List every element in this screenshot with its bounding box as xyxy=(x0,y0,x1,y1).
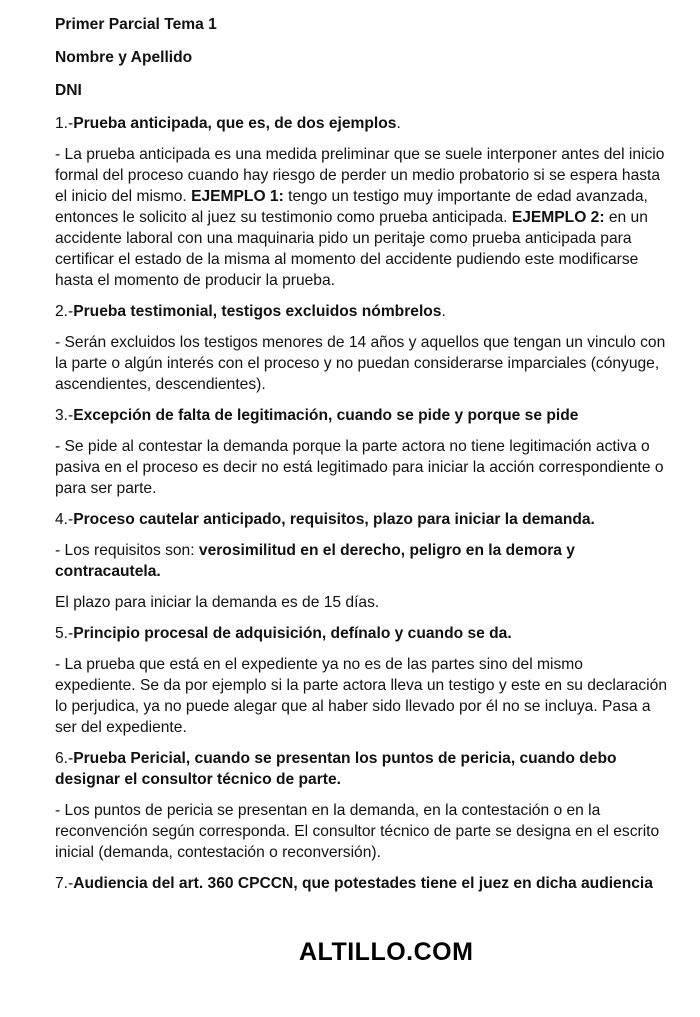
question-text: Proceso cautelar anticipado, requisitos, plazo para iniciar la demanda. xyxy=(73,511,595,528)
altillo-watermark: ALTILLO.COM xyxy=(299,938,474,966)
example-2-label: EJEMPLO 2: xyxy=(511,209,605,226)
question-number: 7.- xyxy=(55,875,74,892)
question-5 xyxy=(55,623,667,644)
question-text: Principio procesal de adquisición, defínalo y cuando se da. xyxy=(73,625,512,642)
question-7 xyxy=(55,873,667,894)
answer-text: tengo un testigo muy importante de edad avanzada, entonces le solicito al juez su testimonio como prueba anticipada. xyxy=(55,188,648,226)
requirements-list: verosimilitud en el derecho, peligro en la demora y contracautela. xyxy=(55,542,575,580)
question-number: 6.- xyxy=(55,750,74,767)
question-1 xyxy=(55,113,667,134)
question-2 xyxy=(55,301,667,322)
question-text: Prueba testimonial, testigos excluidos nómbrelos xyxy=(73,303,442,320)
question-6 xyxy=(55,748,667,790)
answer-5: - La prueba que está en el expediente ya no es de las partes sino del mismo expediente. Se da por ejemplo si la parte actora lleva un testigo y este en su declaración lo perjudica, ya no puede alegar que al haber sido llevado por él no se incluya. Pasa a ser del expediente. xyxy=(55,656,667,736)
question-3 xyxy=(55,405,667,426)
question-end: . xyxy=(441,303,446,320)
answer-2: - Serán excluidos los testigos menores de 14 años y aquellos que tengan un vinculo con la parte o algún interés con el proceso y no puedan considerarse imparciales (cónyuge, ascendientes, descendientes). xyxy=(55,334,666,393)
example-1-label: EJEMPLO 1: xyxy=(191,188,284,205)
question-end: . xyxy=(396,115,401,132)
question-number: 2.- xyxy=(55,303,74,320)
question-number: 1.- xyxy=(55,115,74,132)
question-text: Prueba Pericial, cuando se presentan los puntos de pericia, cuando debo designar el consultor técnico de parte. xyxy=(55,750,617,788)
question-text: Excepción de falta de legitimación, cuando se pide y porque se pide xyxy=(73,407,579,424)
dni-label: DNI xyxy=(55,82,82,99)
question-number: 4.- xyxy=(55,511,74,528)
question-4 xyxy=(55,509,667,530)
answer-4-deadline: El plazo para iniciar la demanda es de 15 días. xyxy=(55,594,380,611)
answer-6: - Los puntos de pericia se presentan en la demanda, en la contestación o en la reconvención según corresponda. El consultor técnico de parte se designa en el escrito inicial (demanda, contestación o reconversión). xyxy=(55,802,660,861)
answer-text: - Los requisitos son: xyxy=(55,542,199,559)
answer-text: en un accidente laboral con una maquinaria pido un peritaje como prueba anticipada para certificar el estado de la misma al momento del accidente pudiendo este modificarse hasta el momento de producir la prueba. xyxy=(55,209,648,289)
exam-title: Primer Parcial Tema 1 xyxy=(55,16,217,33)
question-text: Prueba anticipada, que es, de dos ejemplos xyxy=(73,115,397,132)
question-number: 3.- xyxy=(55,407,74,424)
answer-1 xyxy=(55,144,667,291)
question-number: 5.- xyxy=(55,625,74,642)
exam-document xyxy=(55,14,667,904)
answer-text: - La prueba anticipada es una medida preliminar que se suele interponer antes del inicio formal del proceso cuando hay riesgo de perder un medio probatorio si se espera hasta el inicio del mismo. xyxy=(55,146,665,205)
answer-4 xyxy=(55,540,667,582)
question-text: Audiencia del art. 360 CPCCN, que potestades tiene el juez en dicha audiencia xyxy=(73,875,653,892)
answer-3: - Se pide al contestar la demanda porque la parte actora no tiene legitimación activa o pasiva en el proceso es decir no está legitimado para iniciar la acción correspondiente o para ser parte. xyxy=(55,438,664,497)
name-label: Nombre y Apellido xyxy=(55,49,193,66)
